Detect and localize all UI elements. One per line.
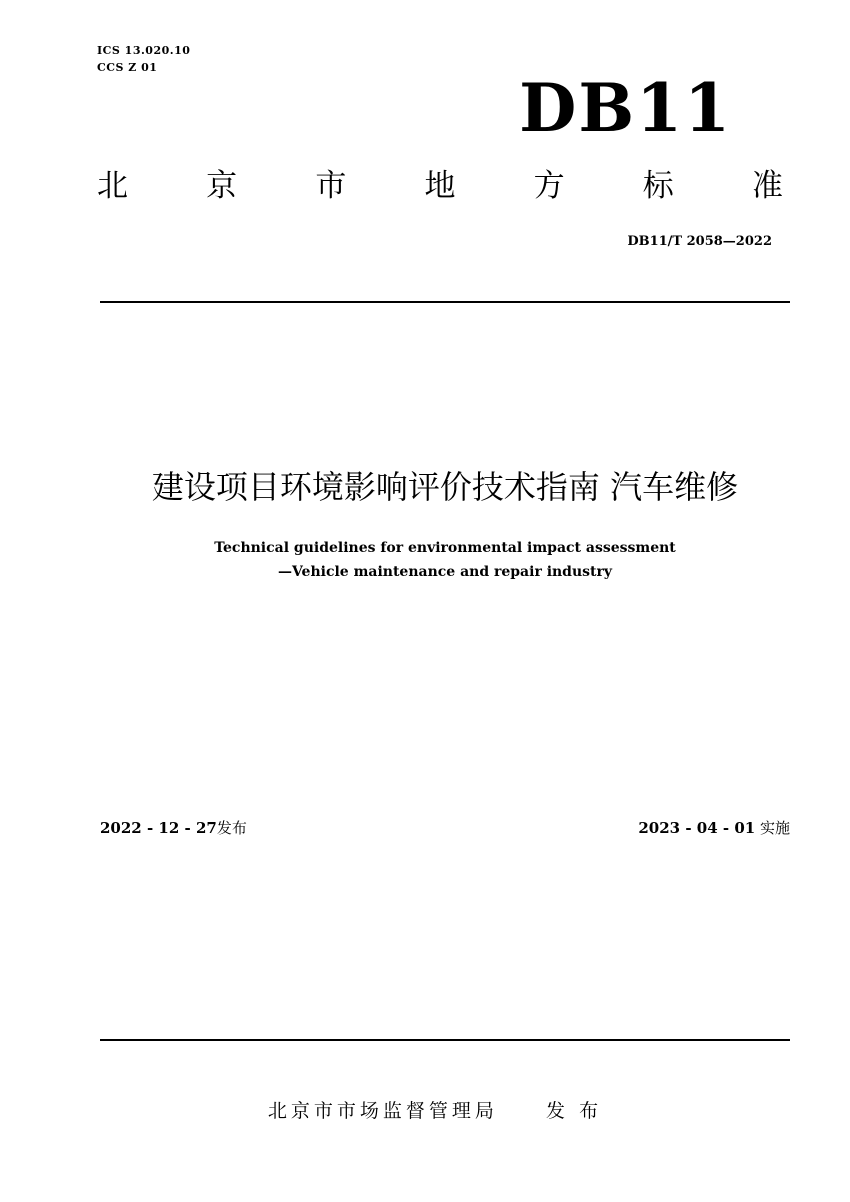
english-title-line-2: —Vehicle maintenance and repair industry [277, 564, 613, 580]
document-title-chinese: 建设项目环境影响评价技术指南 汽车维修 [151, 468, 739, 506]
issuer-name: 北京市市场监督管理局 [267, 1100, 498, 1122]
top-divider [100, 301, 790, 303]
ics-code: ICS 13.020.10 [97, 44, 191, 57]
implementation-date-value: 2023 - 04 - 01 [638, 819, 756, 837]
implementation-date [638, 818, 790, 838]
db-logo: DB11 [519, 69, 732, 147]
issue-date [100, 818, 247, 838]
issuing-authority [0, 1098, 850, 1124]
standard-type-char: 准 [751, 168, 783, 204]
standard-type-char: 标 [642, 168, 674, 204]
ccs-code: CCS Z 01 [97, 61, 158, 74]
standard-type-char: 市 [315, 168, 347, 204]
document-title-english [0, 536, 850, 584]
standard-number: DB11/T 2058—2022 [627, 234, 772, 249]
standard-type-char: 地 [424, 168, 456, 204]
standard-type-char: 方 [533, 168, 565, 204]
standard-type-char: 北 [97, 168, 128, 204]
issuer-action: 发 布 [546, 1100, 603, 1122]
implementation-date-label: 实施 [759, 819, 790, 837]
classification-codes [97, 42, 190, 76]
issue-date-label: 发布 [216, 819, 247, 837]
bottom-divider [100, 1039, 790, 1041]
standard-type-char: 京 [206, 168, 238, 204]
english-title-line-1: Technical guidelines for environmental impact assessment [214, 540, 676, 556]
standard-type-heading [97, 164, 783, 208]
issue-date-value: 2022 - 12 - 27 [100, 819, 217, 837]
